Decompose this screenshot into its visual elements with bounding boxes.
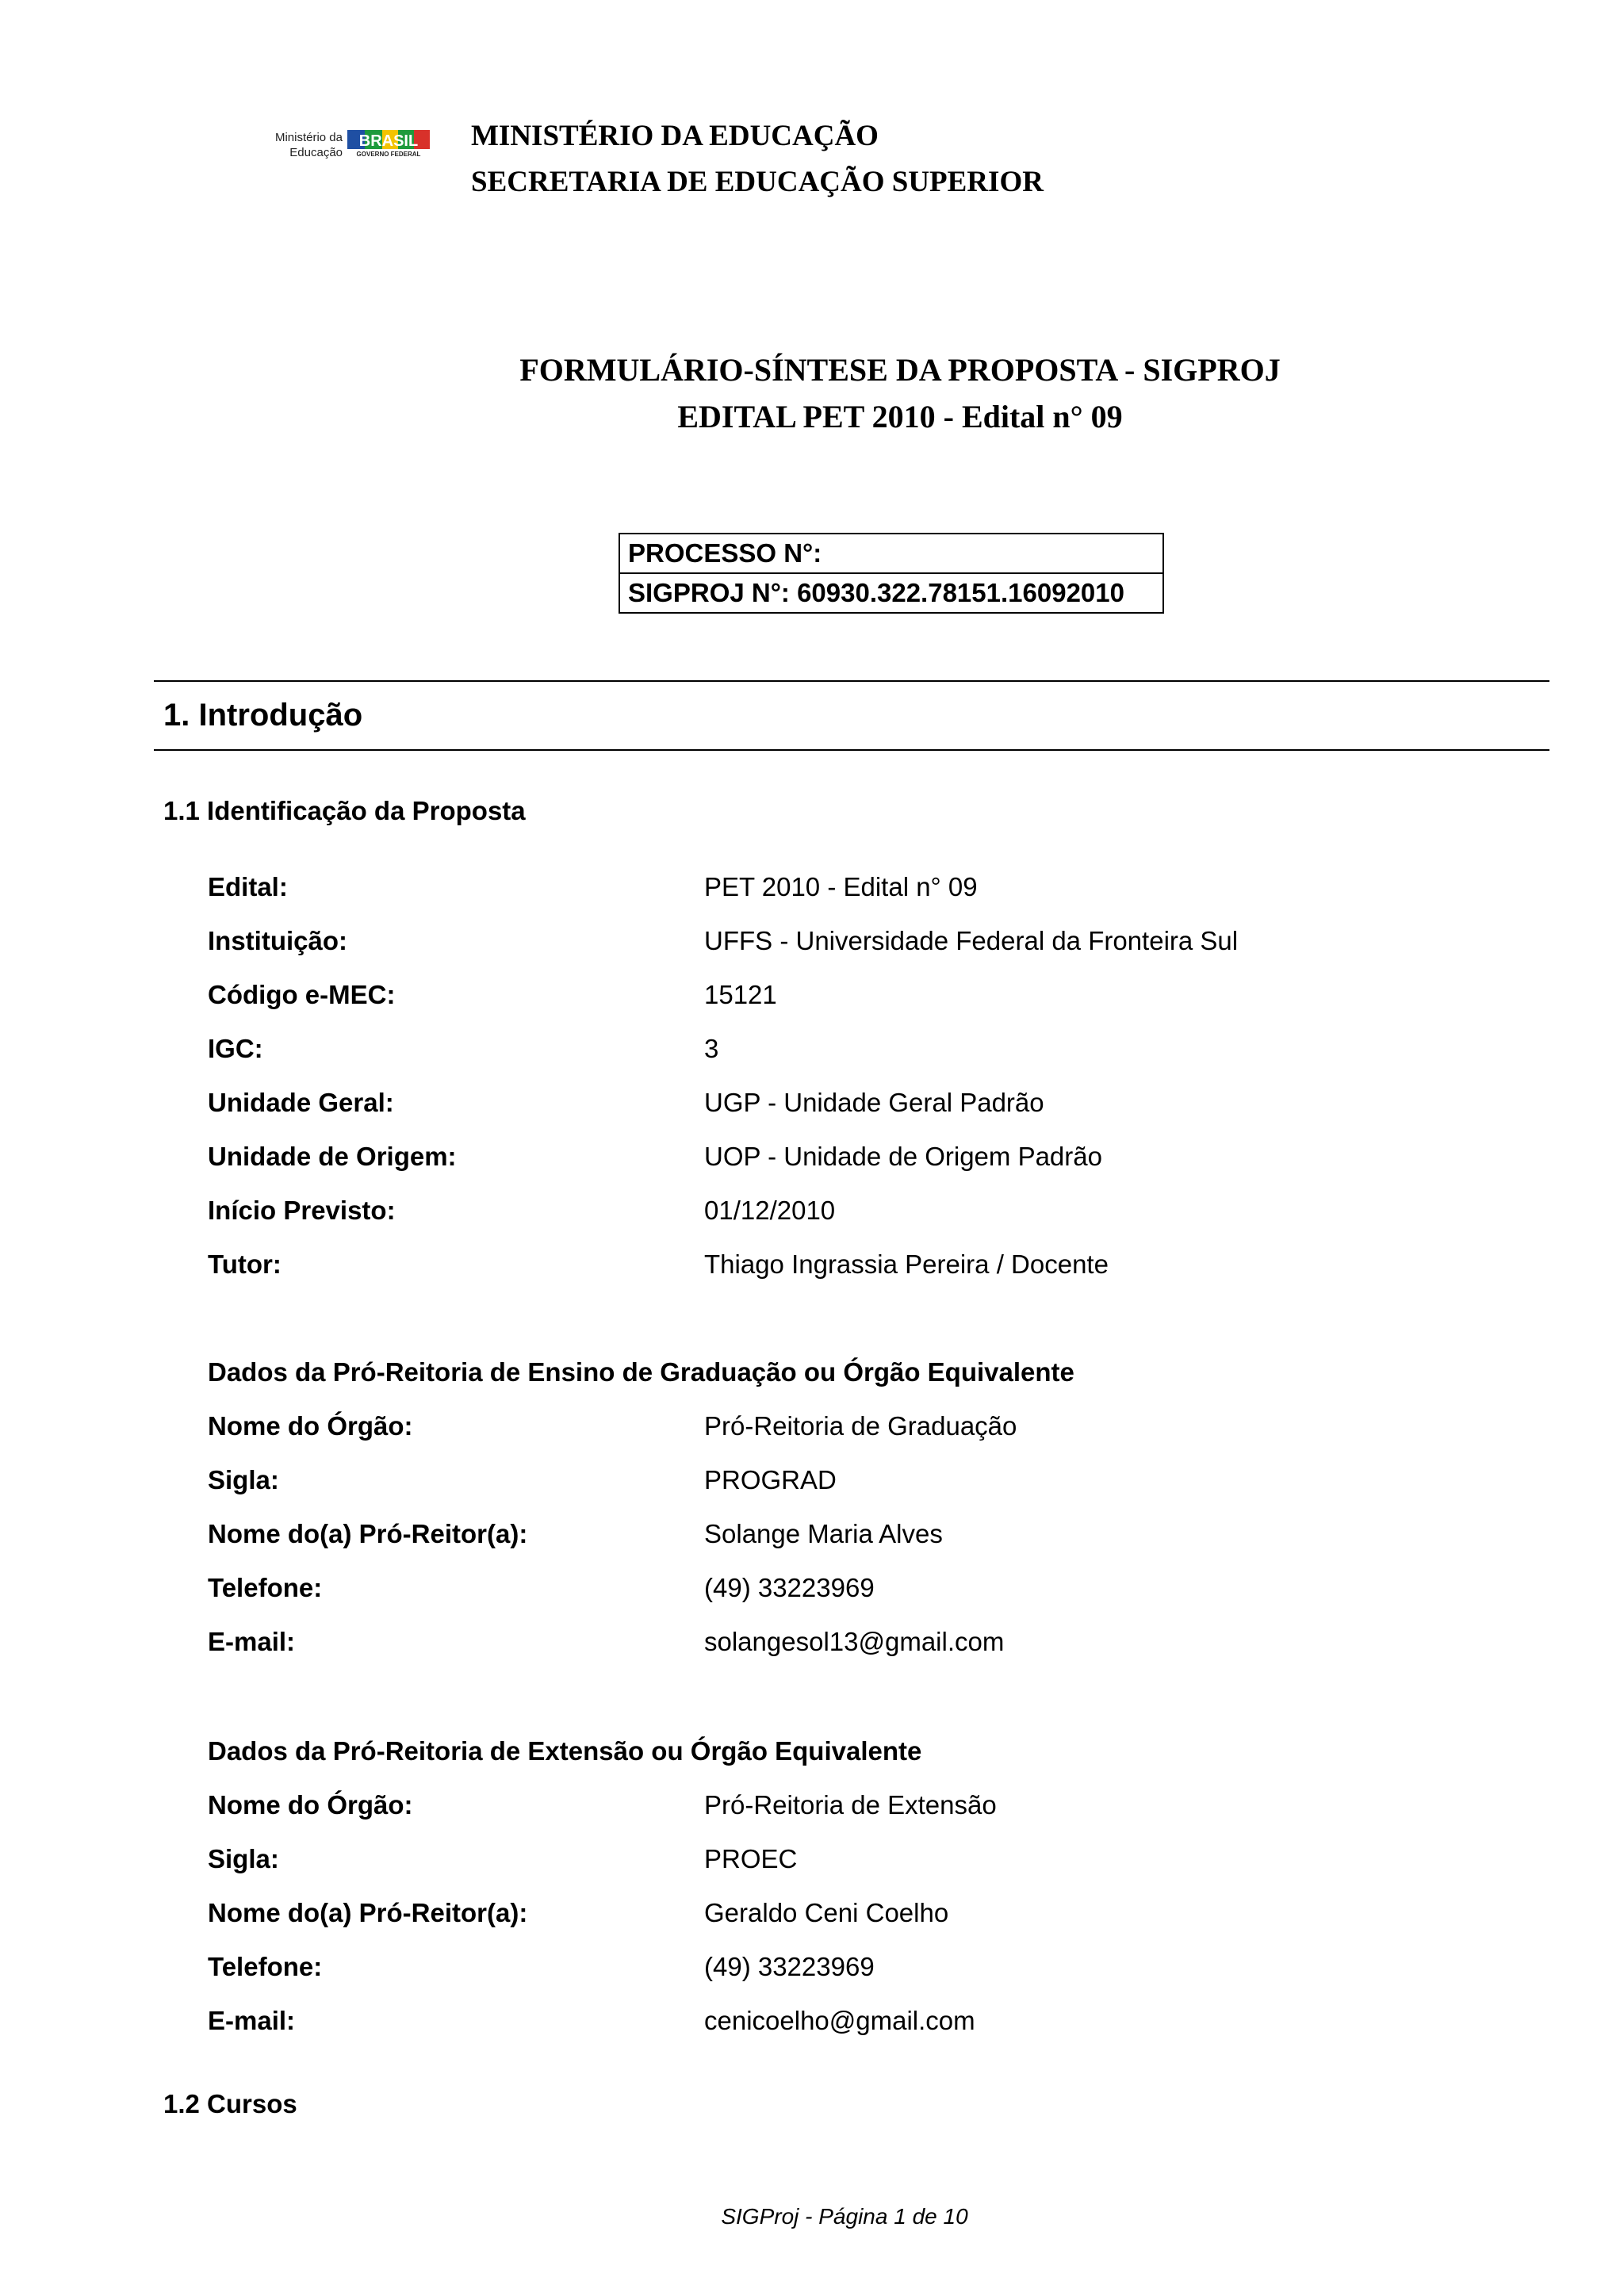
field-row	[208, 872, 1556, 907]
field-value: UOP - Unidade de Origem Padrão	[704, 1142, 1102, 1171]
field-label: Instituição:	[208, 926, 348, 955]
field-row	[208, 1952, 1556, 1987]
field-label: Unidade Geral:	[208, 1088, 394, 1117]
brasil-logo-icon	[347, 130, 430, 159]
field-row	[208, 1249, 1556, 1284]
field-value: 01/12/2010	[704, 1196, 836, 1225]
field-row	[208, 1844, 1556, 1879]
field-value: PET 2010 - Edital n° 09	[704, 872, 978, 901]
field-row	[208, 1627, 1556, 1662]
field-value: Solange Maria Alves	[704, 1519, 943, 1548]
field-row	[208, 2006, 1556, 2041]
field-label: Tutor:	[208, 1249, 282, 1279]
field-value: (49) 33223969	[704, 1573, 875, 1602]
field-value: Pró-Reitoria de Extensão	[704, 1790, 997, 1820]
field-row	[208, 1088, 1556, 1123]
field-label: Edital:	[208, 872, 288, 901]
field-row	[208, 1898, 1556, 1933]
field-label: Nome do(a) Pró-Reitor(a):	[208, 1519, 528, 1548]
field-row	[208, 926, 1556, 961]
sigproj-number: SIGPROJ N°: 60930.322.78151.16092010	[620, 572, 1162, 612]
field-label: IGC:	[208, 1034, 263, 1063]
email-link: cenicoelho@gmail.com	[704, 2006, 975, 2035]
logo-caption-line2: Educação	[289, 146, 343, 159]
field-value: UGP - Unidade Geral Padrão	[704, 1088, 1044, 1117]
subsection-identificacao: 1.1 Identificação da Proposta	[163, 796, 526, 825]
field-label: Nome do Órgão:	[208, 1790, 413, 1820]
field-value: PROEC	[704, 1844, 798, 1873]
section-divider-bottom	[154, 749, 1549, 751]
secretariat-name: SECRETARIA DE EDUCAÇÃO SUPERIOR	[471, 166, 1044, 198]
field-value: Thiago Ingrassia Pereira / Docente	[704, 1249, 1109, 1279]
field-row	[208, 980, 1556, 1015]
field-label: Sigla:	[208, 1844, 279, 1873]
logo-tagline-text: GOVERNO FEDERAL	[356, 151, 421, 158]
logo-caption-line1: Ministério da	[274, 131, 343, 144]
field-row	[208, 1465, 1556, 1500]
field-row	[208, 1142, 1556, 1177]
field-label: Sigla:	[208, 1465, 279, 1494]
page-footer: SIGProj - Página 1 de 10	[721, 2204, 968, 2229]
field-label: E-mail:	[208, 2006, 296, 2035]
edital-title: EDITAL PET 2010 - Edital n° 09	[677, 399, 1123, 434]
group-heading-ensino: Dados da Pró-Reitoria de Ensino de Graduação ou Órgão Equivalente	[208, 1357, 1074, 1387]
section-title: 1. Introdução	[163, 698, 363, 733]
form-title: FORMULÁRIO-SÍNTESE DA PROPOSTA - SIGPROJ	[519, 352, 1281, 388]
field-value: PROGRAD	[704, 1465, 837, 1494]
field-label: Nome do Órgão:	[208, 1411, 413, 1441]
field-row	[208, 1573, 1556, 1608]
email-link: solangesol13@gmail.com	[704, 1627, 1005, 1656]
field-row	[208, 1519, 1556, 1554]
field-row	[208, 1790, 1556, 1825]
field-value: UFFS - Universidade Federal da Fronteira Sul	[704, 926, 1239, 955]
ministry-logo	[266, 127, 433, 162]
group-heading-extensao: Dados da Pró-Reitoria de Extensão ou Órgão Equivalente	[208, 1736, 922, 1766]
field-row	[208, 1034, 1556, 1069]
field-label: Telefone:	[208, 1952, 323, 1981]
field-value: 3	[704, 1034, 719, 1063]
field-label: Código e-MEC:	[208, 980, 396, 1009]
field-value: (49) 33223969	[704, 1952, 875, 1981]
field-value: Pró-Reitoria de Graduação	[704, 1411, 1017, 1441]
logo-brand-text: BRASIL	[358, 132, 419, 150]
section-divider-top	[154, 680, 1549, 682]
process-box	[619, 533, 1164, 614]
field-label: Telefone:	[208, 1573, 323, 1602]
ministry-name: MINISTÉRIO DA EDUCAÇÃO	[471, 120, 879, 152]
processo-number: PROCESSO N°:	[628, 538, 822, 568]
field-value: 15121	[704, 980, 777, 1009]
field-label: Unidade de Origem:	[208, 1142, 457, 1171]
field-row	[208, 1411, 1556, 1446]
logo-caption	[266, 130, 343, 160]
field-label: Início Previsto:	[208, 1196, 396, 1225]
field-label: Nome do(a) Pró-Reitor(a):	[208, 1898, 528, 1927]
field-value: Geraldo Ceni Coelho	[704, 1898, 949, 1927]
subsection-cursos: 1.2 Cursos	[163, 2089, 297, 2118]
field-row	[208, 1196, 1556, 1230]
field-label: E-mail:	[208, 1627, 296, 1656]
